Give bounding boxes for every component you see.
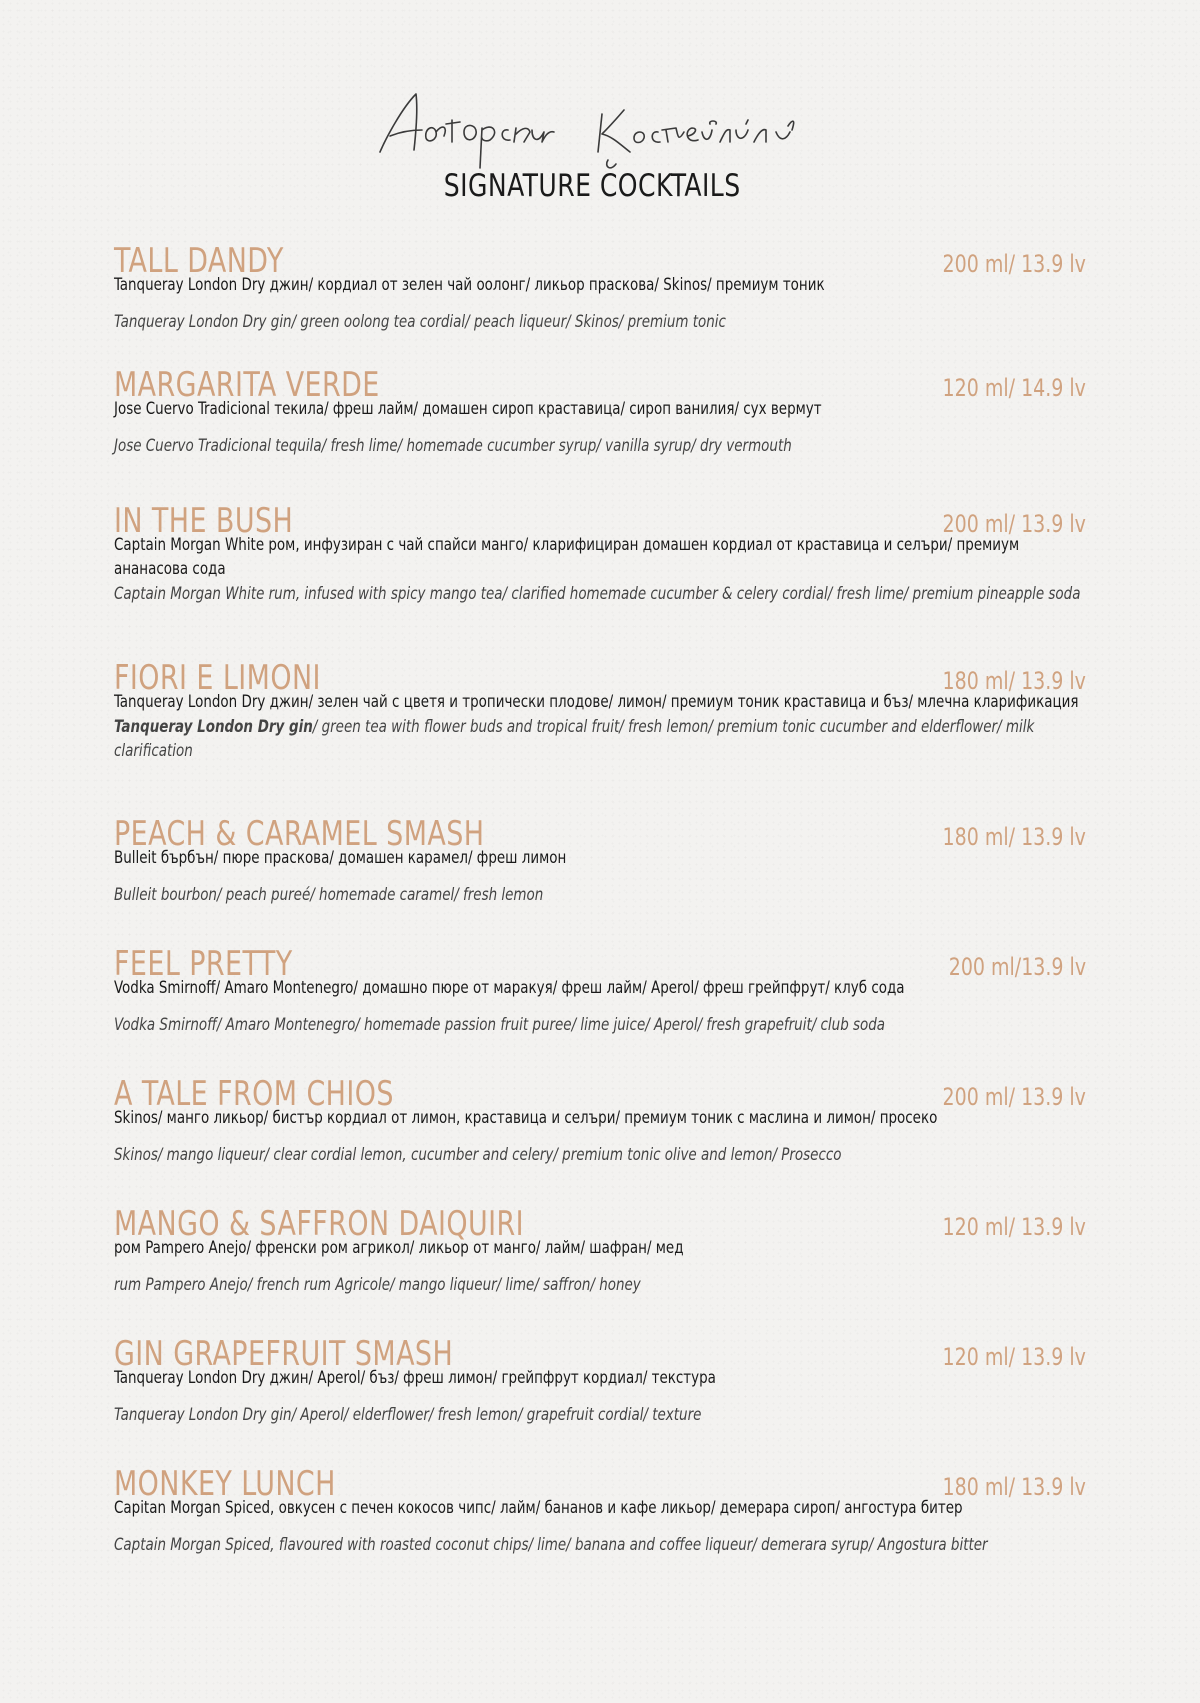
menu-item-tall-dandy (114, 242, 1086, 334)
item-price: 200 ml/13.9 lv (948, 953, 1086, 981)
menu-header (0, 80, 1200, 210)
item-desc-bg: Tanqueray London Dry джин/ зелен чай с цветя и тропически плодове/ лимон/ премиум тоник краставица и бъз/ млечна кларификация (114, 692, 1079, 712)
item-desc-en (114, 715, 1082, 763)
item-price: 180 ml/ 13.9 lv (942, 823, 1086, 851)
item-desc-en: Vodka Smirnoff/ Amaro Montenegro/ homemade passion fruit puree/ lime juice/ Aperol/ fresh grapefruit/ club soda (114, 1015, 886, 1035)
item-price: 200 ml/ 13.9 lv (942, 510, 1086, 538)
menu-item-feel-pretty (114, 945, 1086, 1037)
item-price: 120 ml/ 13.9 lv (942, 1213, 1086, 1241)
item-desc-bg: Bulleit бърбън/ пюре праскова/ домашен карамел/ фреш лимон (114, 848, 567, 868)
item-desc-bg: Tanqueray London Dry джин/ Aperol/ бъз/ фреш лимон/ грейпфрут кордиал/ текстура (114, 1368, 716, 1388)
item-name: TALL DANDY (114, 241, 284, 281)
item-price: 180 ml/ 13.9 lv (942, 667, 1086, 695)
item-price: 200 ml/ 13.9 lv (942, 250, 1086, 278)
item-desc-en: Tanqueray London Dry gin/ green oolong tea cordial/ peach liqueur/ Skinos/ premium tonic (114, 312, 726, 332)
item-desc-en: Tanqueray London Dry gin/ Aperol/ elderflower/ fresh lemon/ grapefruit cordial/ texture (114, 1405, 702, 1425)
menu-item-fiori-e-limoni (114, 659, 1086, 763)
item-name: IN THE BUSH (114, 501, 294, 541)
item-name: FIORI E LIMONI (114, 658, 321, 698)
item-name: FEEL PRETTY (114, 944, 293, 984)
item-name: PEACH & CARAMEL SMASH (114, 814, 485, 854)
menu-item-mango-saffron-daiquiri (114, 1205, 1086, 1297)
item-price: 120 ml/ 13.9 lv (942, 1343, 1086, 1371)
item-desc-en: Captain Morgan Spiced, flavoured with roasted coconut chips/ lime/ banana and coffee liqueur/ demerara syrup/ Angostura bitter (114, 1535, 988, 1555)
item-desc-en: Skinos/ mango liqueur/ clear cordial lemon, cucumber and celery/ premium tonic olive and lemon/ Prosecco (114, 1145, 842, 1165)
item-desc-bg: Jose Cuervo Tradicional текила/ фреш лайм/ домашен сироп краставица/ сироп ванилия/ сух вермут (114, 399, 822, 419)
menu-item-a-tale-from-chios (114, 1075, 1086, 1167)
item-name: MONKEY LUNCH (114, 1464, 336, 1504)
item-desc-en: Captain Morgan White rum, infused with spicy mango tea/ clarified homemade cucumber & celery cordial/ fresh lime/ premium pineapple soda (114, 584, 1081, 604)
menu-item-margarita-verde (114, 366, 1086, 458)
item-desc-en: Bulleit bourbon/ peach pureé/ homemade caramel/ fresh lemon (114, 885, 544, 905)
menu-item-peach-caramel-smash (114, 815, 1086, 907)
item-price: 120 ml/ 14.9 lv (942, 374, 1086, 402)
menu-item-monkey-lunch (114, 1465, 1086, 1557)
item-price: 200 ml/ 13.9 lv (942, 1083, 1086, 1111)
item-desc-bg: Skinos/ манго ликьор/ бистър кордиал от лимон, краставица и селъри/ премиум тоник с маслина и лимон/ просеко (114, 1108, 938, 1128)
item-price: 180 ml/ 13.9 lv (942, 1473, 1086, 1501)
item-name: MARGARITA VERDE (114, 365, 380, 405)
item-desc-bg: Tanqueray London Dry джин/ кордиал от зелен чай оолонг/ ликьор праскова/ Skinos/ премиум тоник (114, 275, 825, 295)
section-title: SIGNATURE COCKTAILS (443, 168, 741, 204)
item-desc-en: Jose Cuervo Tradicional tequila/ fresh lime/ homemade cucumber syrup/ vanilla syrup/ dry vermouth (114, 436, 792, 456)
item-name: A TALE FROM CHIOS (114, 1074, 394, 1114)
menu-item-in-the-bush (114, 502, 1086, 606)
item-desc-en-rest: / green tea with flower buds and tropical fruit/ fresh lemon/ premium tonic cucumber and elderflower/ milk clarification (114, 717, 1035, 761)
menu-item-gin-grapefruit-smash (114, 1335, 1086, 1427)
item-name: GIN GRAPEFRUIT SMASH (114, 1334, 454, 1374)
item-desc-bg: Captain Morgan White ром, инфузиран с чай спайси манго/ кларифициран домашен кордиал от краставица и селъри/ премиум ананасова сода (114, 535, 1020, 579)
item-desc-bg: ром Pampero Anejo/ френски ром агрикол/ ликьор от манго/ лайм/ шафран/ мед (114, 1238, 684, 1258)
item-desc-en-strong: Tanqueray London Dry gin (114, 717, 313, 737)
item-desc-bg: Vodka Smirnoff/ Amaro Montenegro/ домашно пюре от маракуя/ фреш лайм/ Aperol/ фреш грейпфрут/ клуб сода (114, 978, 905, 998)
item-desc-bg: Capitan Morgan Spiced, овкусен с печен кокосов чипс/ лайм/ бананов и кафе ликьор/ демерара сироп/ ангостура битер (114, 1498, 963, 1518)
item-name: MANGO & SAFFRON DAIQUIRI (114, 1204, 525, 1244)
item-desc-en: rum Pampero Anejo/ french rum Agricole/ mango liqueur/ lime/ saffron/ honey (114, 1275, 641, 1295)
